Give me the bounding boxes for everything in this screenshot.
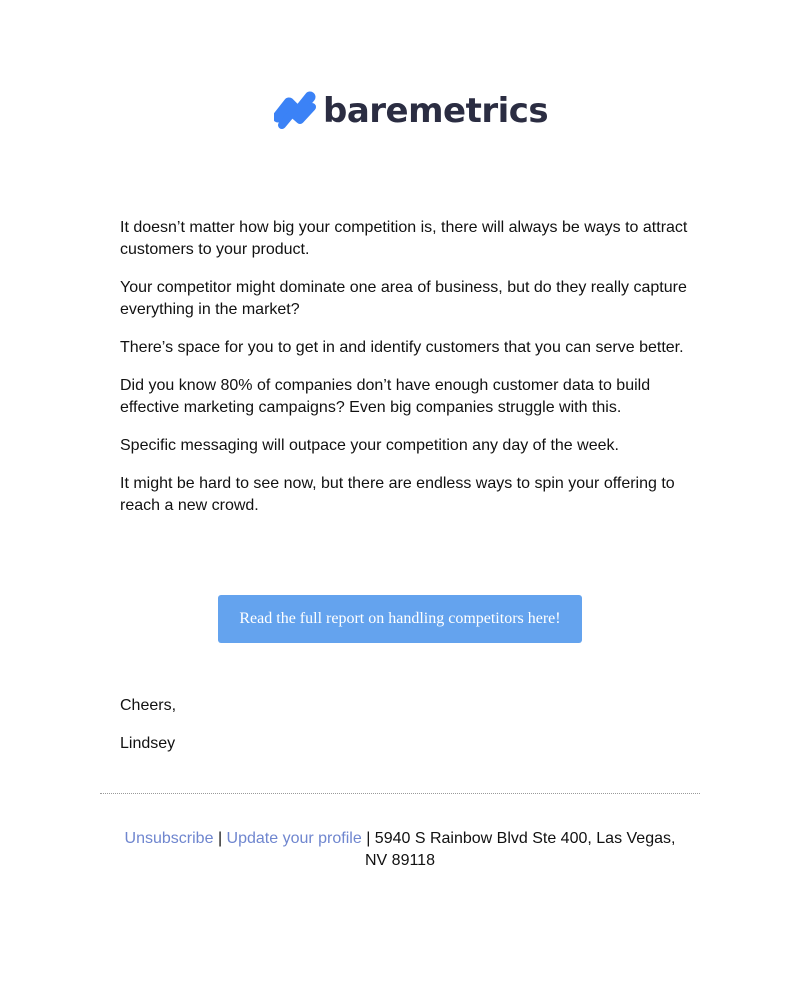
body-paragraph: There’s space for you to get in and identify customers that you can serve better. xyxy=(120,339,684,356)
email-body xyxy=(120,217,690,533)
company-address: | 5940 S Rainbow Blvd Ste 400, Las Vegas, NV 89118 xyxy=(365,830,676,869)
closing-text: Cheers, xyxy=(120,697,177,714)
email-footer xyxy=(115,828,685,872)
update-profile-link[interactable]: Update your profile xyxy=(226,830,362,847)
body-paragraph: It might be hard to see now, but there are endless ways to spin your offering to reach a new crowd. xyxy=(120,475,675,514)
baremetrics-logo-icon xyxy=(274,91,316,131)
footer-separator: | xyxy=(217,830,223,847)
signoff xyxy=(120,695,176,771)
brand-name: baremetrics xyxy=(323,91,549,131)
unsubscribe-link[interactable]: Unsubscribe xyxy=(124,830,214,847)
brand-logo xyxy=(274,90,548,132)
body-paragraph: Specific messaging will outpace your competition any day of the week. xyxy=(120,437,619,454)
body-paragraph: It doesn’t matter how big your competition is, there will always be ways to attract customers to your product. xyxy=(120,219,688,258)
body-paragraph: Your competitor might dominate one area of business, but do they really capture everything in the market? xyxy=(120,279,687,318)
sender-name: Lindsey xyxy=(120,735,176,752)
cta-container xyxy=(0,595,800,643)
body-paragraph: Did you know 80% of companies don’t have enough customer data to build effective marketing campaigns? Even big companies struggle with this. xyxy=(120,377,651,416)
footer-divider xyxy=(100,793,700,794)
read-report-button[interactable]: Read the full report on handling competitors here! xyxy=(218,595,581,643)
